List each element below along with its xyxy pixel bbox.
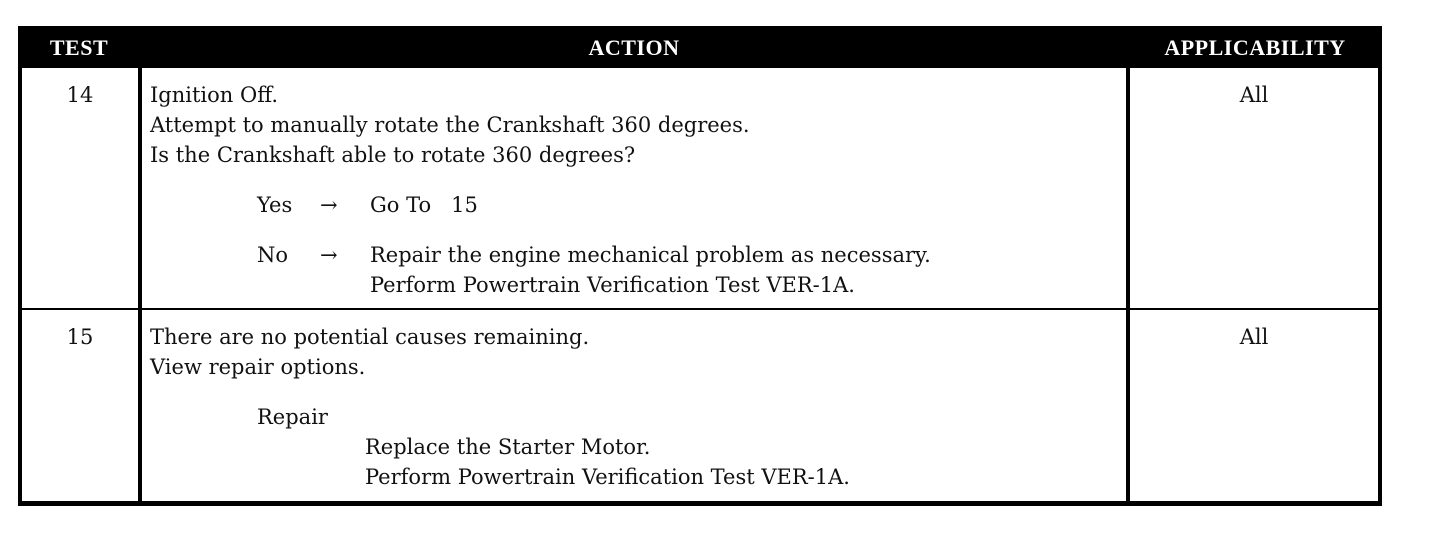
table-row [22, 68, 1378, 308]
header-test: TEST [49, 35, 109, 60]
no-label: No [257, 243, 289, 267]
no-result-continued [150, 270, 1126, 300]
yes-label: Yes [257, 193, 293, 217]
yes-result [150, 190, 1126, 220]
repair-line: Perform Powertrain Verification Test VER-1A. [365, 465, 850, 489]
arrow-icon: → [320, 243, 338, 267]
header-action: ACTION [588, 35, 680, 60]
action-line: View repair options. [150, 355, 366, 379]
action-cell [142, 310, 1126, 501]
repair-label: Repair [257, 405, 328, 429]
table-row [22, 310, 1378, 501]
arrow-icon: → [320, 193, 338, 217]
no-action-continued: Perform Powertrain Verification Test VER-1A. [370, 273, 855, 297]
diagnostic-table [18, 26, 1382, 506]
action-line: There are no potential causes remaining. [150, 325, 590, 349]
test-number: 15 [22, 310, 138, 501]
applicability-value: All [1130, 68, 1378, 308]
header-applicability: APPLICABILITY [1164, 35, 1346, 60]
test-number: 14 [22, 68, 138, 308]
table-header [18, 26, 1382, 68]
no-action: Repair the engine mechanical problem as necessary. [370, 243, 931, 267]
action-line: Ignition Off. [150, 83, 279, 107]
repair-line: Replace the Starter Motor. [365, 435, 651, 459]
yes-action: Go To 15 [370, 193, 478, 217]
action-line: Is the Crankshaft able to rotate 360 degrees? [150, 143, 636, 167]
action-cell [142, 68, 1126, 308]
no-result [150, 240, 1126, 270]
action-line: Attempt to manually rotate the Crankshaft 360 degrees. [150, 113, 750, 137]
applicability-value: All [1130, 310, 1378, 501]
